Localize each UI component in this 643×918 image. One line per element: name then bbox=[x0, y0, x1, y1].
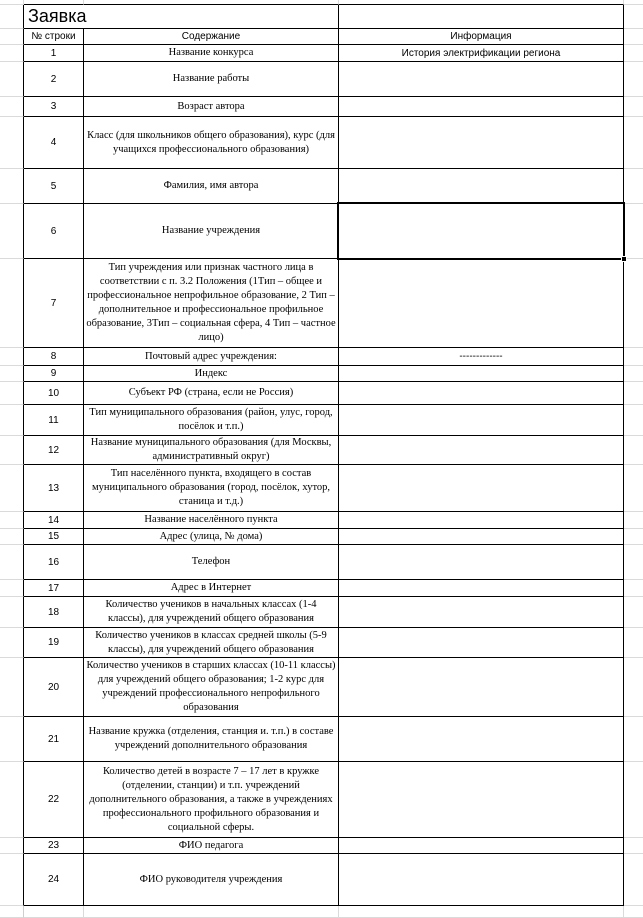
row-gutter[interactable] bbox=[0, 762, 24, 838]
row-number-cell[interactable]: 2 bbox=[24, 62, 84, 97]
empty-grid-cell[interactable] bbox=[624, 5, 643, 29]
row-gutter[interactable] bbox=[0, 348, 24, 366]
table-row bbox=[0, 382, 643, 405]
info-cell[interactable] bbox=[339, 512, 624, 529]
content-cell[interactable]: Название конкурса bbox=[84, 45, 339, 62]
info-cell[interactable] bbox=[339, 97, 624, 117]
empty-grid-cell[interactable] bbox=[624, 97, 643, 117]
row-gutter[interactable] bbox=[0, 854, 24, 906]
table-row bbox=[0, 259, 643, 348]
empty-grid-cell[interactable] bbox=[624, 465, 643, 512]
row-gutter[interactable] bbox=[0, 838, 24, 854]
header-num[interactable]: № строки bbox=[24, 29, 84, 45]
fill-handle[interactable] bbox=[621, 256, 627, 262]
info-cell[interactable] bbox=[339, 465, 624, 512]
table-row bbox=[0, 97, 643, 117]
empty-grid-cell[interactable] bbox=[624, 62, 643, 97]
content-cell[interactable]: Название кружка (отделения, станция и. т.п.) в составе учреждений дополнительного образования bbox=[84, 717, 339, 762]
header-info[interactable]: Информация bbox=[339, 29, 624, 45]
content-cell[interactable]: Тип учреждения или признак частного лица в соответствии с п. 3.2 Положения (1Тип – общее и профессиональное непрофильное образование, 2 Тип – дополнительное и профессиональное профильное образование, 3Тип – социальная сфера, 4 Тип – частное лицо) bbox=[84, 259, 339, 348]
info-cell[interactable]: История электрификации региона bbox=[339, 45, 624, 62]
row-gutter[interactable] bbox=[0, 512, 24, 529]
table-row bbox=[0, 529, 643, 545]
table-row bbox=[0, 762, 643, 838]
info-cell[interactable] bbox=[339, 628, 624, 658]
row-number-cell[interactable]: 14 bbox=[24, 512, 84, 529]
row-number-cell[interactable]: 10 bbox=[24, 382, 84, 405]
row-number-cell[interactable]: 13 bbox=[24, 465, 84, 512]
row-number-cell[interactable]: 11 bbox=[24, 405, 84, 436]
info-cell[interactable] bbox=[339, 597, 624, 628]
info-cell[interactable] bbox=[339, 382, 624, 405]
info-cell[interactable] bbox=[339, 717, 624, 762]
empty-grid-cell[interactable] bbox=[624, 29, 643, 45]
row-gutter[interactable] bbox=[0, 628, 24, 658]
empty-grid-cell[interactable] bbox=[624, 628, 643, 658]
empty-grid-cell[interactable] bbox=[624, 658, 643, 717]
row-number-cell[interactable]: 21 bbox=[24, 717, 84, 762]
title-info-cell[interactable] bbox=[339, 5, 624, 29]
row-number-cell[interactable]: 3 bbox=[24, 97, 84, 117]
info-cell[interactable] bbox=[339, 436, 624, 465]
table-row bbox=[0, 838, 643, 854]
row-gutter[interactable] bbox=[0, 29, 24, 45]
row-number-cell[interactable]: 1 bbox=[24, 45, 84, 62]
row-number-cell[interactable]: 8 bbox=[24, 348, 84, 366]
row-number-cell[interactable]: 18 bbox=[24, 597, 84, 628]
info-cell[interactable] bbox=[339, 529, 624, 545]
content-cell[interactable]: Название работы bbox=[84, 62, 339, 97]
empty-grid-cell[interactable] bbox=[624, 259, 643, 348]
table-row bbox=[0, 512, 643, 529]
content-cell[interactable]: ФИО педагога bbox=[84, 838, 339, 854]
row-gutter[interactable] bbox=[0, 465, 24, 512]
content-cell[interactable]: Тип муниципального образования (район, улус, город, посёлок и т.п.) bbox=[84, 405, 339, 436]
empty-grid-cell[interactable] bbox=[624, 348, 643, 366]
row-number-cell[interactable]: 4 bbox=[24, 117, 84, 169]
content-cell[interactable]: Почтовый адрес учреждения: bbox=[84, 348, 339, 366]
row-gutter[interactable] bbox=[0, 45, 24, 62]
row-gutter[interactable] bbox=[0, 545, 24, 580]
row-gutter[interactable] bbox=[0, 405, 24, 436]
table-row bbox=[0, 204, 643, 259]
table-row bbox=[0, 45, 643, 62]
info-cell-selected[interactable] bbox=[339, 204, 624, 259]
empty-grid-cell[interactable] bbox=[624, 854, 643, 906]
empty-grid-cell[interactable] bbox=[624, 169, 643, 204]
table-row bbox=[0, 545, 643, 580]
table-row bbox=[0, 117, 643, 169]
content-cell[interactable]: ФИО руководителя учреждения bbox=[84, 854, 339, 906]
row-number-cell[interactable]: 20 bbox=[24, 658, 84, 717]
row-number-cell[interactable]: 9 bbox=[24, 366, 84, 382]
table-row bbox=[0, 658, 643, 717]
content-cell[interactable]: Субъект РФ (страна, если не Россия) bbox=[84, 382, 339, 405]
table-row bbox=[0, 169, 643, 204]
empty-grid-cell[interactable] bbox=[624, 762, 643, 838]
empty-grid-cell[interactable] bbox=[624, 580, 643, 597]
info-cell[interactable] bbox=[339, 259, 624, 348]
table-row bbox=[0, 854, 643, 906]
table-row bbox=[0, 348, 643, 366]
empty-grid-cell[interactable] bbox=[24, 906, 84, 918]
info-cell[interactable] bbox=[339, 762, 624, 838]
content-cell[interactable]: Фамилия, имя автора bbox=[84, 169, 339, 204]
row-number-cell[interactable]: 22 bbox=[24, 762, 84, 838]
content-cell[interactable]: Класс (для школьников общего образования), курс (для учащихся профессионального образования) bbox=[84, 117, 339, 169]
empty-grid-cell[interactable] bbox=[624, 838, 643, 854]
empty-grid-cell[interactable] bbox=[624, 529, 643, 545]
empty-grid-cell[interactable] bbox=[624, 597, 643, 628]
content-cell[interactable]: Название населённого пункта bbox=[84, 512, 339, 529]
row-number-cell[interactable]: 5 bbox=[24, 169, 84, 204]
header-content[interactable]: Содержание bbox=[84, 29, 339, 45]
table-row bbox=[0, 717, 643, 762]
content-cell[interactable]: Адрес (улица, № дома) bbox=[84, 529, 339, 545]
row-gutter[interactable] bbox=[0, 717, 24, 762]
row-gutter[interactable] bbox=[0, 259, 24, 348]
row-gutter[interactable] bbox=[0, 97, 24, 117]
empty-grid-cell[interactable] bbox=[624, 545, 643, 580]
info-cell[interactable] bbox=[339, 169, 624, 204]
table-row bbox=[0, 628, 643, 658]
info-cell[interactable] bbox=[339, 658, 624, 717]
info-cell[interactable] bbox=[339, 117, 624, 169]
content-cell[interactable]: Адрес в Интернет bbox=[84, 580, 339, 597]
row-gutter[interactable] bbox=[0, 436, 24, 465]
row-number-cell[interactable]: 15 bbox=[24, 529, 84, 545]
row-number-cell[interactable]: 7 bbox=[24, 259, 84, 348]
content-cell[interactable]: Тип населённого пункта, входящего в состав муниципального образования (город, посёлок, хутор, станица и т.д.) bbox=[84, 465, 339, 512]
empty-grid-cell[interactable] bbox=[624, 117, 643, 169]
empty-grid-cell[interactable] bbox=[624, 204, 643, 259]
content-cell[interactable]: Индекс bbox=[84, 366, 339, 382]
info-cell[interactable] bbox=[339, 366, 624, 382]
info-cell[interactable]: ------------- bbox=[339, 348, 624, 366]
row-gutter[interactable] bbox=[0, 597, 24, 628]
row-gutter[interactable] bbox=[0, 529, 24, 545]
table-row bbox=[0, 62, 643, 97]
title-row bbox=[0, 5, 643, 29]
table-row bbox=[0, 597, 643, 628]
empty-grid-cell[interactable] bbox=[624, 382, 643, 405]
empty-grid-cell[interactable] bbox=[339, 906, 624, 918]
empty-grid-cell[interactable] bbox=[624, 405, 643, 436]
grid-row-below bbox=[0, 906, 643, 918]
empty-grid-cell[interactable] bbox=[624, 512, 643, 529]
content-cell[interactable]: Количество детей в возрасте 7 – 17 лет в кружке (отделении, станции) и т.п. учреждений дополнительного образования, а также в учреждениях профессионального профильного образования и социальной сферы. bbox=[84, 762, 339, 838]
empty-grid-cell[interactable] bbox=[624, 717, 643, 762]
row-gutter[interactable] bbox=[0, 366, 24, 382]
row-gutter[interactable] bbox=[0, 117, 24, 169]
info-cell[interactable] bbox=[339, 62, 624, 97]
row-number-cell[interactable]: 19 bbox=[24, 628, 84, 658]
row-gutter[interactable] bbox=[0, 62, 24, 97]
content-cell[interactable]: Количество учеников в старших классах (10-11 классы) для учреждений общего образования; 1-2 курс для учреждений профессионального непрофильного образования bbox=[84, 658, 339, 717]
content-cell[interactable]: Возраст автора bbox=[84, 97, 339, 117]
row-gutter[interactable] bbox=[0, 5, 24, 29]
row-number-cell[interactable]: 23 bbox=[24, 838, 84, 854]
info-cell[interactable] bbox=[339, 854, 624, 906]
row-gutter[interactable] bbox=[0, 658, 24, 717]
content-cell[interactable]: Название учреждения bbox=[84, 204, 339, 259]
row-number-cell[interactable]: 12 bbox=[24, 436, 84, 465]
row-number-cell[interactable]: 17 bbox=[24, 580, 84, 597]
form-title[interactable]: Заявка bbox=[24, 5, 339, 29]
table-row bbox=[0, 465, 643, 512]
content-cell[interactable]: Название муниципального образования (для Москвы, административный округ) bbox=[84, 436, 339, 465]
empty-grid-cell[interactable] bbox=[624, 436, 643, 465]
empty-grid-cell[interactable] bbox=[84, 906, 339, 918]
content-cell[interactable]: Телефон bbox=[84, 545, 339, 580]
content-cell[interactable]: Количество учеников в начальных классах (1-4 классы), для учреждений общего образования bbox=[84, 597, 339, 628]
row-number-cell[interactable]: 6 bbox=[24, 204, 84, 259]
info-cell[interactable] bbox=[339, 405, 624, 436]
row-gutter[interactable] bbox=[0, 204, 24, 259]
table-row bbox=[0, 436, 643, 465]
info-cell[interactable] bbox=[339, 545, 624, 580]
empty-grid-cell[interactable] bbox=[624, 366, 643, 382]
row-gutter[interactable] bbox=[0, 906, 24, 918]
content-cell[interactable]: Количество учеников в классах средней школы (5-9 классы), для учреждений общего образования bbox=[84, 628, 339, 658]
row-number-cell[interactable]: 16 bbox=[24, 545, 84, 580]
empty-grid-cell[interactable] bbox=[624, 45, 643, 62]
header-row bbox=[0, 29, 643, 45]
empty-grid-cell[interactable] bbox=[624, 906, 643, 918]
row-gutter[interactable] bbox=[0, 169, 24, 204]
row-number-cell[interactable]: 24 bbox=[24, 854, 84, 906]
table-row bbox=[0, 366, 643, 382]
row-gutter[interactable] bbox=[0, 580, 24, 597]
info-cell[interactable] bbox=[339, 838, 624, 854]
info-cell[interactable] bbox=[339, 580, 624, 597]
row-gutter[interactable] bbox=[0, 382, 24, 405]
table-row bbox=[0, 405, 643, 436]
table-row bbox=[0, 580, 643, 597]
